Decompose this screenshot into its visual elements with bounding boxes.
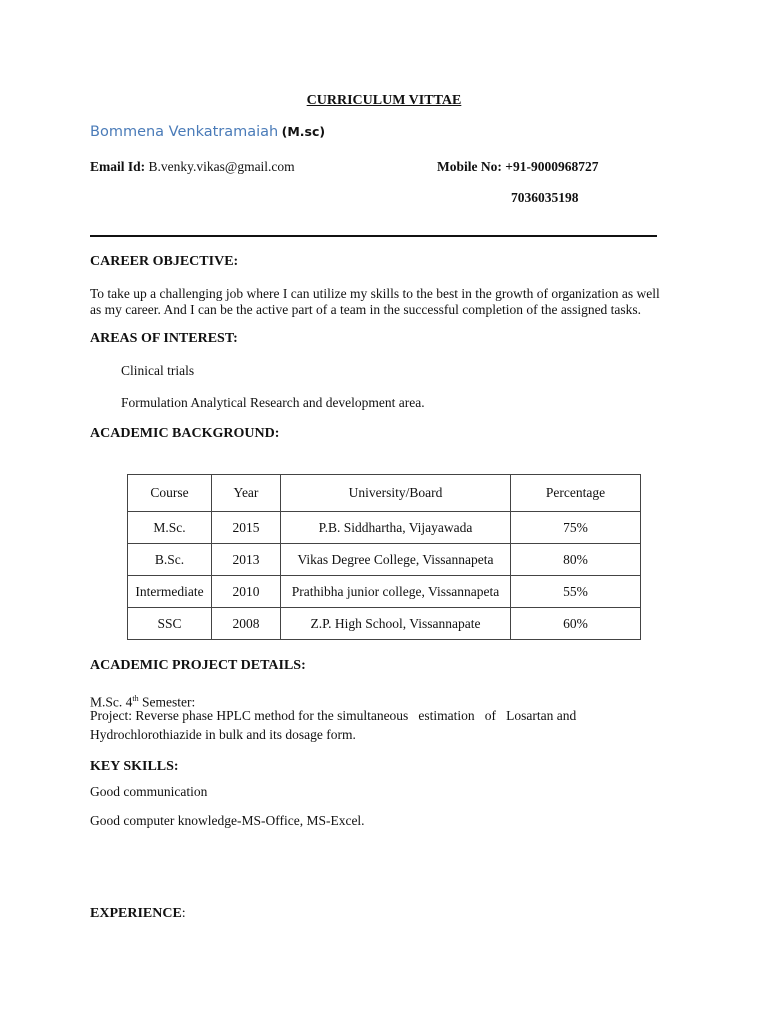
email-label: Email Id:: [90, 159, 146, 174]
skill-item: Good computer knowledge-MS-Office, MS-Excel.: [90, 813, 365, 828]
skill-item: Good communication: [90, 784, 208, 799]
table-row: [128, 608, 641, 640]
cell-percentage: 55%: [511, 576, 641, 608]
cell-course: M.Sc.: [128, 512, 212, 544]
cell-university: Vikas Degree College, Vissannapeta: [281, 544, 511, 576]
mobile-value-2: 7036035198: [511, 190, 579, 205]
project-line-1: Project: Reverse phase HPLC method for the simultaneous estimation of Losartan and: [90, 708, 577, 723]
header-divider: [90, 235, 657, 237]
cell-year: 2013: [212, 544, 281, 576]
email-line: [90, 159, 295, 175]
career-objective-line-1: To take up a challenging job where I can utilize my skills to the best in the growth of organization as well: [90, 286, 660, 301]
candidate-name-line: [90, 124, 325, 140]
cell-percentage: 80%: [511, 544, 641, 576]
key-skills-heading: KEY SKILLS:: [90, 759, 179, 774]
table-row: [128, 544, 641, 576]
cell-university: P.B. Siddhartha, Vijayawada: [281, 512, 511, 544]
cell-percentage: 60%: [511, 608, 641, 640]
table-header-row: [128, 475, 641, 512]
column-header-percentage: Percentage: [511, 475, 641, 512]
mobile-line: [437, 159, 598, 175]
semester-suffix: Semester:: [138, 694, 196, 710]
project-heading: ACADEMIC PROJECT DETAILS:: [90, 658, 306, 673]
experience-heading: [90, 906, 186, 922]
career-objective-heading: CAREER OBJECTIVE:: [90, 254, 239, 269]
cell-university: Prathibha junior college, Vissannapeta: [281, 576, 511, 608]
cell-year: 2008: [212, 608, 281, 640]
semester-prefix: M.Sc. 4: [90, 694, 133, 710]
cell-course: SSC: [128, 608, 212, 640]
semester-sup: th: [132, 694, 139, 703]
candidate-degree: (M.sc): [281, 124, 326, 139]
table-row: [128, 512, 641, 544]
mobile-label: Mobile No:: [437, 159, 502, 174]
academic-table: [127, 474, 641, 640]
areas-of-interest-heading: AREAS OF INTEREST:: [90, 331, 238, 346]
cell-course: B.Sc.: [128, 544, 212, 576]
column-header-year: Year: [212, 475, 281, 512]
cell-university: Z.P. High School, Vissannapate: [281, 608, 511, 640]
cell-year: 2015: [212, 512, 281, 544]
column-header-course: Course: [128, 475, 212, 512]
project-line-2: Hydrochlorothiazide in bulk and its dosage form.: [90, 727, 356, 742]
document-title: CURRICULUM VITTAE: [306, 93, 462, 108]
cell-year: 2010: [212, 576, 281, 608]
cell-course: Intermediate: [128, 576, 212, 608]
interest-item: Clinical trials: [121, 363, 195, 378]
interest-item: Formulation Analytical Research and development area.: [121, 395, 425, 410]
cell-percentage: 75%: [511, 512, 641, 544]
email-value: B.venky.vikas@gmail.com: [148, 159, 295, 174]
career-objective-line-2: as my career. And I can be the active part of a team in the successful completion of the assigned tasks.: [90, 302, 642, 317]
table-row: [128, 576, 641, 608]
experience-label: EXPERIENCE: [90, 906, 182, 921]
mobile-value-1: +91-9000968727: [505, 159, 599, 174]
academic-background-heading: ACADEMIC BACKGROUND:: [90, 426, 280, 441]
experience-colon: :: [181, 906, 186, 921]
column-header-university: University/Board: [281, 475, 511, 512]
candidate-name: Bommena Venkatramaiah: [90, 124, 279, 140]
